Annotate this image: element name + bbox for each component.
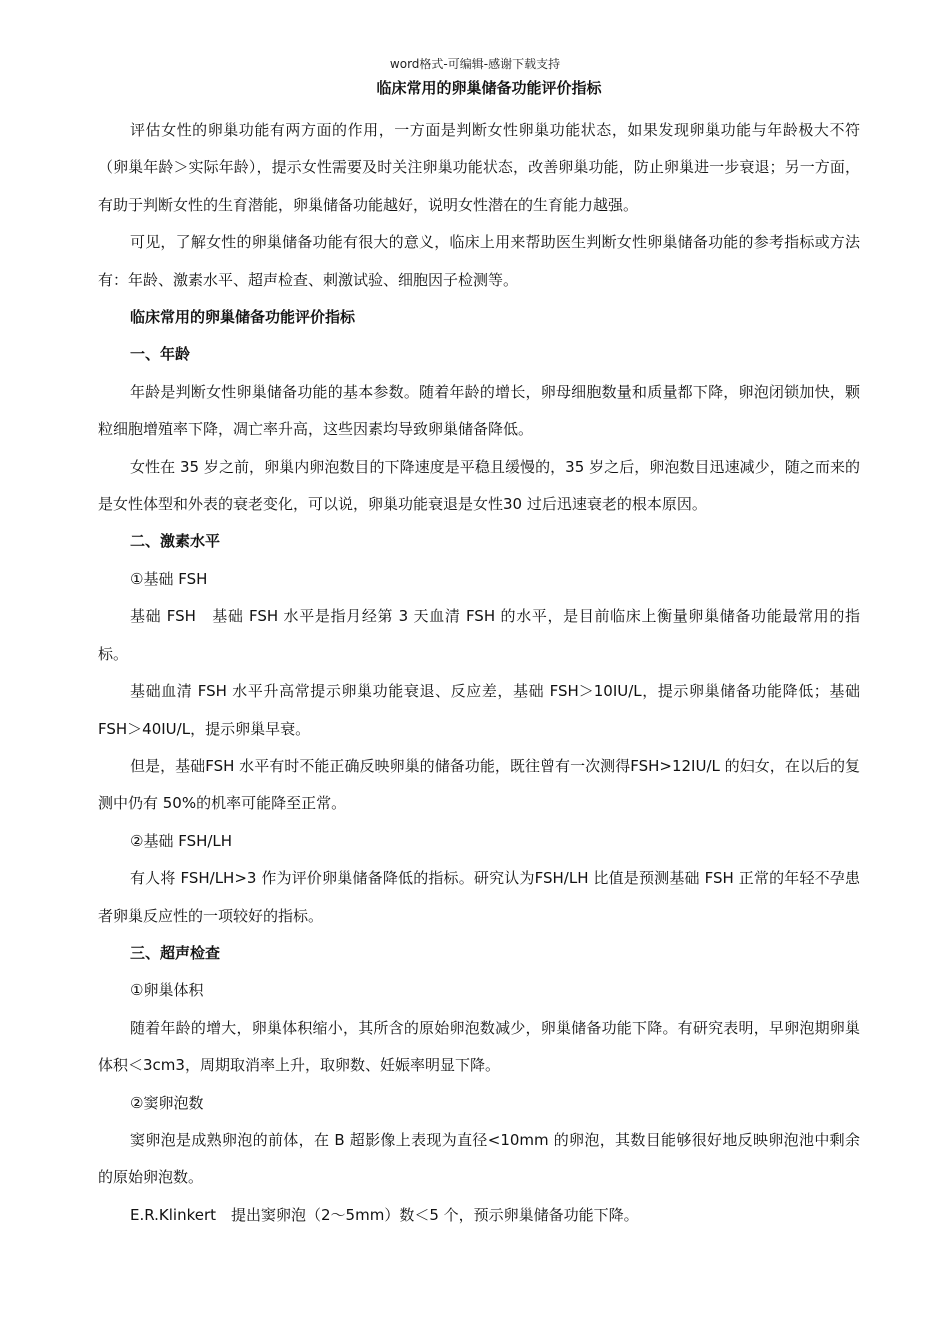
- antral-follicle-paragraph-2: E.R.Klinkert 提出窦卵泡（2～5mm）数＜5 个，预示卵巢储备功能下降。: [130, 1205, 639, 1224]
- intro-paragraph: 评估女性的卵巢功能有两方面的作用，一方面是判断女性卵巢功能状态，如果发现卵巢功能与年龄极大不符（卵巢年龄＞实际年龄），提示女性需要及时关注卵巢功能状态，改善卵巢功能，防止卵巢进一步衰退；另一方面，有助于判断女性的生育潜能，卵巢储备功能越好，说明女性潜在的生育能力越强。: [98, 121, 860, 214]
- age-paragraph-2: 女性在 35 岁之前，卵巢内卵泡数目的下降速度是平稳且缓慢的，35 岁之后，卵泡数目迅速减少，随之而来的是女性体型和外表的衰老变化，可以说，卵巢功能衰退是女性30 过后迅速衰老的根本原因。: [98, 457, 860, 514]
- subheading-basal-fsh: ①基础 FSH: [130, 569, 208, 588]
- document-body: [98, 112, 860, 1234]
- fsh-paragraph-2: 基础血清 FSH 水平升高常提示卵巢功能衰退、反应差，基础 FSH＞10IU/L，提示卵巢储备功能降低；基础 FSH＞40IU/L，提示卵巢早衰。: [98, 682, 860, 738]
- subheading-antral-follicle: ②窦卵泡数: [130, 1093, 204, 1112]
- section-heading-hormone: 二、激素水平: [130, 532, 221, 551]
- ovarian-volume-paragraph: 随着年龄的增大，卵巢体积缩小，其所含的原始卵泡数减少，卵巢储备功能下降。有研究表明，早卵泡期卵巢体积＜3cm3，周期取消率上升，取卵数、妊娠率明显下降。: [98, 1018, 860, 1075]
- intro-paragraph-2: 可见，了解女性的卵巢储备功能有很大的意义，临床上用来帮助医生判断女性卵巢储备功能的参考指标或方法有：年龄、激素水平、超声检查、刺激试验、细胞因子检测等。: [98, 233, 860, 289]
- document-title: 临床常用的卵巢储备功能评价指标: [376, 79, 602, 97]
- section-heading-ultrasound: 三、超声检查: [130, 943, 221, 962]
- header-note: word格式-可编辑-感谢下载支持: [389, 57, 561, 71]
- fsh-lh-paragraph: 有人将 FSH/LH>3 作为评价卵巢储备降低的指标。研究认为FSH/LH 比值是预测基础 FSH 正常的年轻不孕患者卵巢反应性的一项较好的指标。: [98, 869, 860, 925]
- antral-follicle-paragraph-1: 窦卵泡是成熟卵泡的前体，在 B 超影像上表现为直径<10mm 的卵泡，其数目能够很好地反映卵泡池中剩余的原始卵泡数。: [98, 1130, 860, 1187]
- fsh-paragraph-1: 基础 FSH 基础 FSH 水平是指月经第 3 天血清 FSH 的水平，是目前临床上衡量卵巢储备功能最常用的指标。: [98, 607, 860, 663]
- section-heading-main: 临床常用的卵巢储备功能评价指标: [130, 308, 356, 327]
- age-paragraph-1: 年龄是判断女性卵巢储备功能的基本参数。随着年龄的增长，卵母细胞数量和质量都下降，卵泡闭锁加快，颗粒细胞增殖率下降，凋亡率升高，这些因素均导致卵巢储备降低。: [98, 382, 860, 439]
- subheading-fsh-lh: ②基础 FSH/LH: [130, 831, 233, 850]
- fsh-paragraph-3: 但是，基础FSH 水平有时不能正确反映卵巢的储备功能，既往曾有一次测得FSH>12IU/L 的妇女，在以后的复测中仍有 50%的机率可能降至正常。: [98, 756, 860, 813]
- section-heading-age: 一、年龄: [130, 345, 191, 364]
- subheading-ovarian-volume: ①卵巢体积: [130, 981, 204, 1000]
